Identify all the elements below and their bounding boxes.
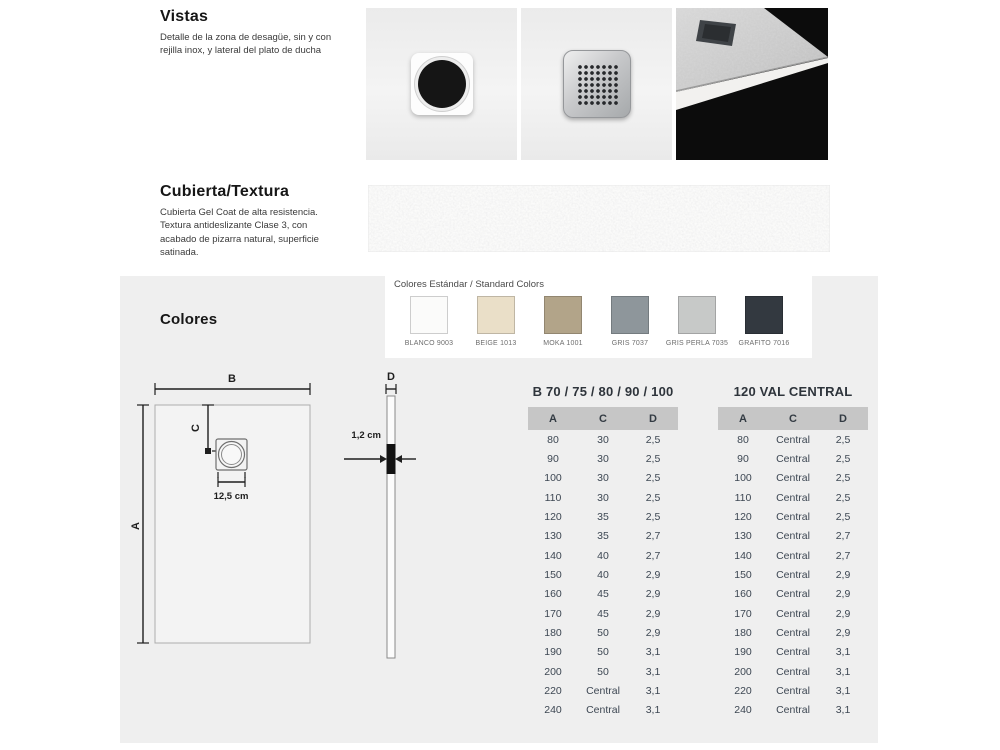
table-cell: 170 [734,607,752,620]
table-cell: 50 [597,665,609,678]
table-cell: 2,9 [645,607,661,620]
table-cell: 2,5 [835,491,851,504]
table-cell: 2,9 [645,569,661,582]
dim-label-b: B [228,373,236,385]
table-cell: Central [776,472,810,485]
standard-colors-header: Colores Estándar / Standard Colors [394,279,544,290]
color-swatch-box [544,296,582,334]
table-cell: 2,9 [835,588,851,601]
table-cell: 3,1 [835,665,851,678]
table-row [718,430,868,449]
table-cell: 90 [547,453,559,466]
column-header: C [578,407,628,430]
color-swatch-blanco-9003 [397,296,461,347]
edge-thickness-label: 1,2 cm [351,430,381,441]
section-desc-vistas: Detalle de la zona de desagüe, sin y con rejilla inox, y lateral del plato de ducha [160,32,332,57]
table-row [528,546,678,565]
color-swatch-label: BLANCO 9003 [404,340,454,347]
section-desc-cubierta: Cubierta Gel Coat de alta resistencia. Textura antideslizante Clase 3, con acabado de pizarra natural, superficie satinada. [160,207,319,258]
table-cell: 3,1 [835,685,851,698]
vistas-section-text [160,8,342,58]
table-cell: Central [776,588,810,601]
table-row [718,643,868,662]
table-cell: 90 [737,453,749,466]
table-row [718,527,868,546]
drain-recess [411,53,473,115]
table-cell: Central [776,433,810,446]
color-swatch-box [410,296,448,334]
standard-colors-card [385,270,812,358]
table-cell: 120 [544,511,562,524]
tray-side-diagram [340,368,420,668]
table-cell: Central [776,549,810,562]
table-row [528,623,678,642]
table-cell: 110 [734,491,752,504]
size-table-b-series [528,384,678,720]
table-cell: 30 [597,491,609,504]
table-cell: 2,7 [645,530,661,543]
table-cell: 100 [544,472,562,485]
table-cell: Central [776,646,810,659]
table-cell: 100 [734,472,752,485]
table-cell: 2,5 [835,472,851,485]
table-cell: 200 [734,665,752,678]
table-row [528,604,678,623]
table-cell: 110 [544,491,562,504]
slate-texture-sample [368,185,830,252]
table-cell: 2,9 [835,607,851,620]
color-swatch-gris-7037 [598,296,662,347]
dim-label-d: D [387,371,395,383]
table-row [718,662,868,681]
table-row [528,488,678,507]
grille-mesh-pattern [576,63,618,105]
size-table-120-val-central [718,384,868,720]
table-row [528,643,678,662]
table-row [528,469,678,488]
color-swatch-label: MOKA 1001 [543,340,583,347]
table-row [718,488,868,507]
table-cell: 2,5 [835,453,851,466]
table-cell: 140 [734,549,752,562]
table-cell: 2,7 [645,549,661,562]
table-row [718,604,868,623]
photo-drain-with-grille [521,8,672,160]
table-cell: 2,5 [645,511,661,524]
table-cell: Central [586,685,620,698]
table-cell: 180 [544,627,562,640]
dim-label-a: A [130,522,142,530]
table-row [528,681,678,700]
table-cell: 220 [544,685,562,698]
table-cell: 2,5 [835,433,851,446]
table-title-120-val-central: 120 VAL CENTRAL [733,384,853,399]
table-cell: Central [776,607,810,620]
table-cell: 160 [544,588,562,601]
color-swatch-beige-1013 [464,296,528,347]
table-cell: Central [776,530,810,543]
table-cell: 130 [544,530,562,543]
table-row [528,565,678,584]
table-cell: 80 [737,433,749,446]
table-cell: 30 [597,453,609,466]
table-cell: 80 [547,433,559,446]
table-cell: 2,7 [835,549,851,562]
table-cell: Central [776,453,810,466]
table-cell: 160 [734,588,752,601]
photo-tray-corner-view [676,8,828,160]
table-cell: 190 [734,646,752,659]
column-header: A [528,407,578,430]
table-cell: 140 [544,549,562,562]
table-row [718,681,868,700]
color-swatch-box [745,296,783,334]
color-swatch-box [678,296,716,334]
dim-label-c: C [190,424,202,432]
table-row [718,546,868,565]
table-cell: 45 [597,607,609,620]
table-cell: 150 [544,569,562,582]
table-cell: 30 [597,433,609,446]
table-cell: Central [586,704,620,717]
table-cell: Central [776,704,810,717]
table-row [528,449,678,468]
inox-grille-icon [563,50,631,118]
table-row [528,527,678,546]
table-cell: 150 [734,569,752,582]
cubierta-section-text [160,183,342,259]
table-cell: 3,1 [645,646,661,659]
color-swatch-label: GRAFITO 7016 [738,340,790,347]
section-title-colores: Colores [160,311,218,328]
dimensions-table [718,407,868,720]
table-cell: 2,9 [835,569,851,582]
column-header: C [768,407,818,430]
table-cell: 200 [544,665,562,678]
table-cell: Central [776,569,810,582]
table-row [718,565,868,584]
table-cell: 30 [597,472,609,485]
table-cell: 45 [597,588,609,601]
color-swatch-box [611,296,649,334]
table-cell: 220 [734,685,752,698]
table-cell: 50 [597,627,609,640]
color-swatch-moka-1001 [531,296,595,347]
table-cell: 2,9 [645,588,661,601]
color-swatch-label: GRIS PERLA 7035 [665,340,729,347]
tray-profile-strip [387,396,395,658]
table-row [718,701,868,720]
column-header: A [718,407,768,430]
drain-width-label: 12,5 cm [213,491,249,502]
table-title-b-series: B 70 / 75 / 80 / 90 / 100 [532,384,674,399]
photo-drain-without-grille [366,8,517,160]
arrow-right-icon [380,455,387,463]
table-row [528,507,678,526]
table-cell: 50 [597,646,609,659]
table-cell: Central [776,685,810,698]
color-swatch-label: BEIGE 1013 [475,340,517,347]
table-cell: 2,7 [835,530,851,543]
table-row [528,430,678,449]
table-cell: Central [776,627,810,640]
table-cell: 2,5 [645,453,661,466]
table-cell: 3,1 [645,665,661,678]
section-title-vistas: Vistas [160,8,209,25]
column-header: D [628,407,678,430]
table-cell: 2,5 [835,511,851,524]
section-title-cubierta: Cubierta/Textura [160,183,290,200]
table-cell: 2,5 [645,491,661,504]
tray-corner-illustration [676,8,828,160]
drain-hole-icon [418,60,466,108]
table-cell: 120 [734,511,752,524]
table-cell: Central [776,511,810,524]
table-row [718,469,868,488]
table-cell: 3,1 [645,685,661,698]
table-row [718,507,868,526]
table-cell: 130 [734,530,752,543]
table-header-row [718,407,868,430]
table-row [718,585,868,604]
table-cell: Central [776,665,810,678]
column-header: D [818,407,868,430]
table-cell: 2,9 [835,627,851,640]
arrow-left-icon [395,455,402,463]
table-cell: 240 [544,704,562,717]
tray-plan-diagram [128,370,363,670]
table-row [718,623,868,642]
table-cell: 40 [597,549,609,562]
color-swatch-box [477,296,515,334]
table-cell: 2,9 [645,627,661,640]
table-cell: 190 [544,646,562,659]
table-cell: 240 [734,704,752,717]
table-cell: 3,1 [645,704,661,717]
table-cell: 2,5 [645,433,661,446]
table-row [528,701,678,720]
table-cell: 180 [734,627,752,640]
color-swatch-label: GRIS 7037 [611,340,649,347]
table-cell: 2,5 [645,472,661,485]
table-cell: 35 [597,511,609,524]
table-cell: 3,1 [835,646,851,659]
table-cell: 40 [597,569,609,582]
table-cell: Central [776,491,810,504]
table-row [528,662,678,681]
color-swatch-grafito-7016 [732,296,796,347]
dimensions-table [528,407,678,720]
tray-thickness-mark [387,444,396,474]
table-cell: 35 [597,530,609,543]
table-row [528,585,678,604]
table-header-row [528,407,678,430]
table-cell: 3,1 [835,704,851,717]
table-cell: 170 [544,607,562,620]
table-row [718,449,868,468]
color-swatch-row [385,290,812,347]
color-swatch-gris-perla-7035 [665,296,729,347]
